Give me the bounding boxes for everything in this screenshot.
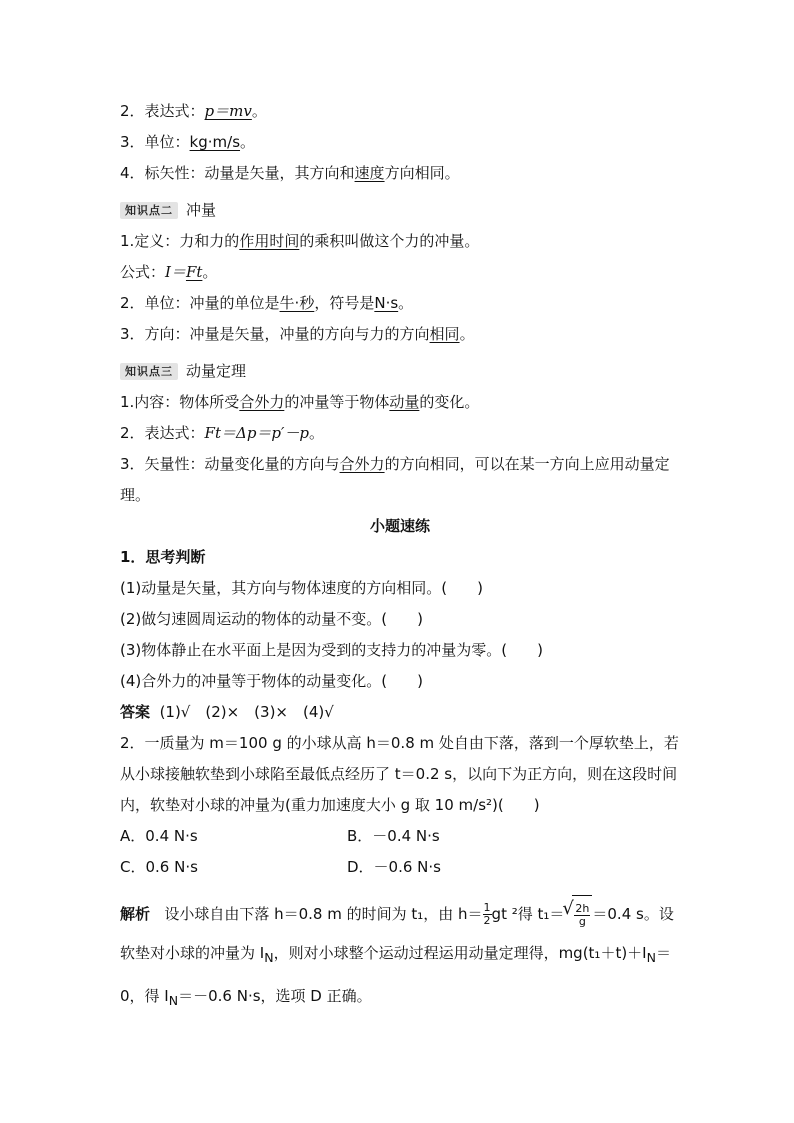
subscript: N xyxy=(168,993,179,1008)
sqrt-expression xyxy=(572,895,592,934)
text: 方向相同。 xyxy=(384,164,460,182)
q2-stem: 2．一质量为 m＝100 g 的小球从高 h＝0.8 m 处自由下落，落到一个厚软垫上，若从小球接触软垫到小球陷至最低点经历了 t＝0.2 s，以向下为正方向，则在这段时间内，软垫对小球的冲量为(重力加速度大小 g 取 10 m/s²)( ) xyxy=(120,734,679,814)
keyword: 合外力 xyxy=(339,455,385,473)
q2-options-row-1 xyxy=(120,821,680,852)
keyword: 作用时间 xyxy=(239,232,300,250)
text: 1.内容：物体所受 xyxy=(120,393,240,411)
analysis-text: ＝0.4 s。设软垫对小球的冲量为 I xyxy=(120,905,674,962)
keyword: N·s xyxy=(374,294,399,312)
punct: 。 xyxy=(202,263,218,281)
q1-title: 1．思考判断 xyxy=(120,548,206,566)
option-b: B．－0.4 N·s xyxy=(347,827,440,845)
sqrt-fraction xyxy=(574,903,590,928)
text: 1.定义：力和力的 xyxy=(120,232,240,250)
q1-item-1: (1)动量是矢量，其方向与物体速度的方向相同。( ) xyxy=(120,579,483,597)
q1-answer xyxy=(120,697,680,728)
formula: p＝mv xyxy=(204,102,252,120)
keyword: 牛·秒 xyxy=(279,294,315,312)
analysis-text: gt ²得 t₁＝ xyxy=(491,905,565,923)
subscript: N xyxy=(264,950,274,965)
frac-den: 2 xyxy=(483,914,491,927)
section-badge: 知识点三 xyxy=(120,363,178,380)
label: 2．表达式： xyxy=(120,424,205,442)
option-c: C．0.6 N·s xyxy=(120,858,198,876)
section-impulse-heading xyxy=(120,195,680,226)
text: 的方向相同，可以在某一方向上应用动量定理。 xyxy=(120,455,670,504)
subscript: N xyxy=(646,950,656,965)
frac-num: 1 xyxy=(483,901,491,914)
impulse-definition xyxy=(120,226,680,257)
punct: 。 xyxy=(309,424,325,442)
unit: kg·m/s xyxy=(189,133,241,151)
text: 的变化。 xyxy=(419,393,480,411)
label: 2．表达式： xyxy=(120,102,205,120)
punct: 。 xyxy=(240,133,256,151)
text: ，符号是 xyxy=(314,294,375,312)
q1-item-3: (3)物体静止在水平面上是因为受到的支持力的冲量为零。( ) xyxy=(120,641,543,659)
frac-num: √ 2h xyxy=(575,902,590,915)
analysis-label: 解析 xyxy=(120,905,151,923)
section-title: 冲量 xyxy=(186,201,217,219)
section-badge: 知识点二 xyxy=(120,202,178,219)
q1-item-2: (2)做匀速圆周运动的物体的动量不变。( ) xyxy=(120,610,423,628)
theorem-vector xyxy=(120,449,680,511)
keyword: 速度 xyxy=(354,164,385,182)
analysis-text: ＝－0.6 N·s，选项 D 正确。 xyxy=(178,987,372,1005)
text: 的冲量等于物体 xyxy=(284,393,390,411)
punct: 。 xyxy=(398,294,414,312)
analysis-text: 设小球自由下落 h＝0.8 m 的时间为 t₁，由 h＝ xyxy=(164,905,483,923)
momentum-expression xyxy=(120,96,680,127)
momentum-vector xyxy=(120,158,680,189)
keyword: Ft xyxy=(185,263,203,281)
analysis-text: ＝0，得 I xyxy=(120,944,671,1005)
q2-analysis xyxy=(120,895,680,1020)
label: 3．单位： xyxy=(120,133,190,151)
label: 公式： xyxy=(120,263,166,281)
practice-title: 小题速练 xyxy=(369,517,430,535)
keyword: 相同 xyxy=(429,325,460,343)
answer-label: 答案 xyxy=(120,703,151,721)
text: 3．方向：冲量是矢量，冲量的方向与力的方向 xyxy=(120,325,430,343)
option-a: A．0.4 N·s xyxy=(120,827,198,845)
analysis-text: ，则对小球整个运动过程运用动量定理得，mg(t₁＋t)＋I xyxy=(273,944,647,962)
theorem-expression xyxy=(120,418,680,449)
answer-text: (1)√ (2)× (3)× (4)√ xyxy=(159,703,334,721)
theorem-content xyxy=(120,387,680,418)
section-theorem-heading xyxy=(120,356,680,387)
q2-options-row-2 xyxy=(120,852,680,883)
fraction-one-half xyxy=(483,902,492,927)
q1-item-4: (4)合外力的冲量等于物体的动量变化。( ) xyxy=(120,672,423,690)
punct: 。 xyxy=(251,102,267,120)
keyword: 动量 xyxy=(389,393,420,411)
impulse-formula xyxy=(120,257,680,288)
impulse-direction xyxy=(120,319,680,350)
text: 4．标矢性：动量是矢量，其方向和 xyxy=(120,164,355,182)
text: 的乘积叫做这个力的冲量。 xyxy=(299,232,480,250)
formula: Ft＝Δp＝p′－p xyxy=(204,424,310,442)
section-title: 动量定理 xyxy=(186,362,247,380)
option-d: D．－0.6 N·s xyxy=(347,858,441,876)
frac-den: g xyxy=(578,915,586,928)
keyword: 合外力 xyxy=(239,393,285,411)
formula: I＝ xyxy=(165,263,186,281)
impulse-unit xyxy=(120,288,680,319)
text: 2．单位：冲量的单位是 xyxy=(120,294,280,312)
document-page xyxy=(120,96,680,1020)
text: 3．矢量性：动量变化量的方向与 xyxy=(120,455,340,473)
punct: 。 xyxy=(459,325,475,343)
momentum-unit xyxy=(120,127,680,158)
